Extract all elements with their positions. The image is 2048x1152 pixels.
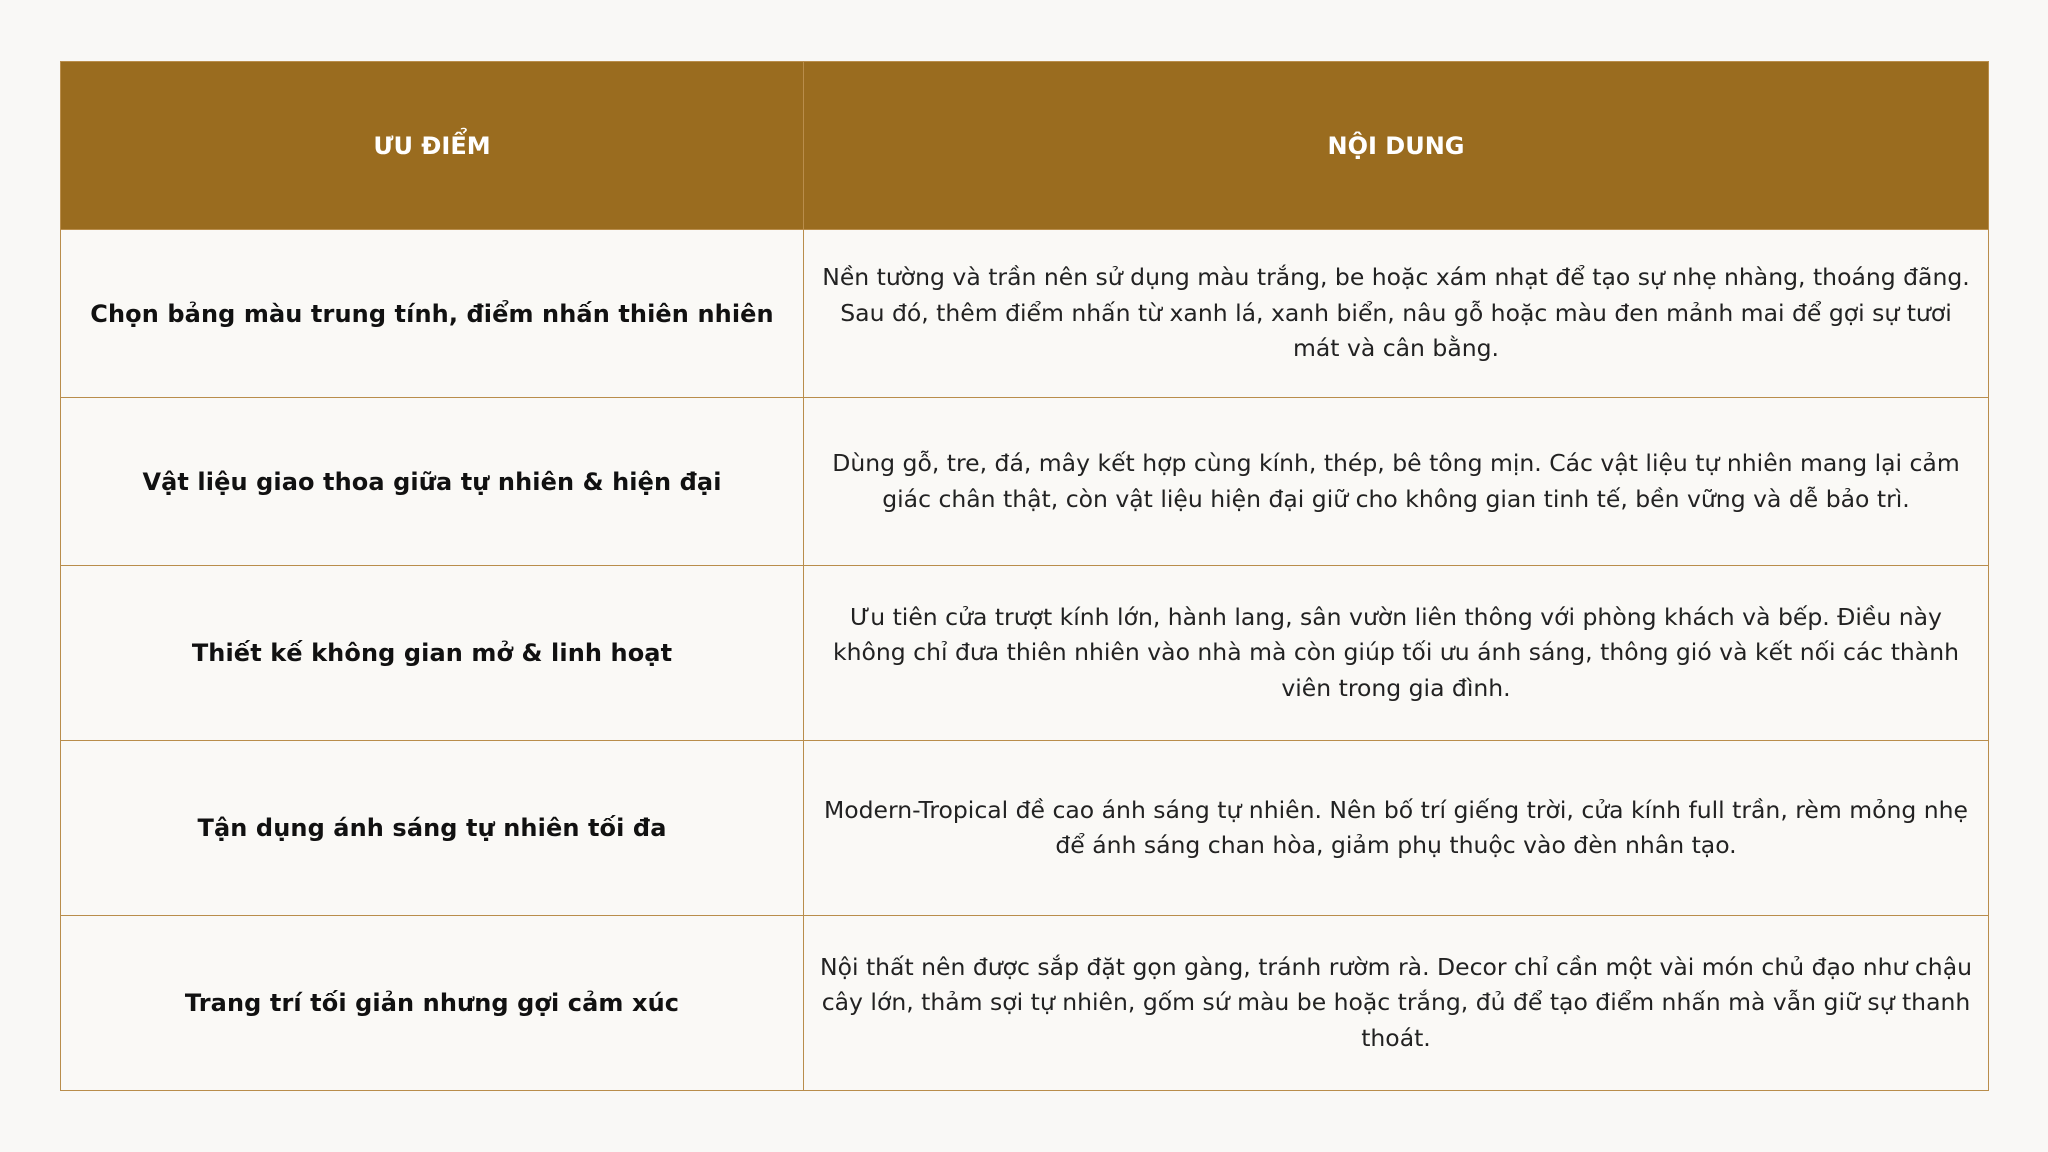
advantage-cell: Chọn bảng màu trung tính, điểm nhấn thiên nhiên [61,230,804,398]
advantage-cell: Tận dụng ánh sáng tự nhiên tối đa [61,741,804,916]
content-cell: Ưu tiên cửa trượt kính lớn, hành lang, sân vườn liên thông với phòng khách và bếp. Điều này không chỉ đưa thiên nhiên vào nhà mà còn giúp tối ưu ánh sáng, thông gió và kết nối các thành viên trong gia đình. [804,566,1989,741]
content-cell: Nội thất nên được sắp đặt gọn gàng, tránh rườm rà. Decor chỉ cần một vài món chủ đạo như chậu cây lớn, thảm sợi tự nhiên, gốm sứ màu be hoặc trắng, đủ để tạo điểm nhấn mà vẫn giữ sự thanh thoát. [804,916,1989,1091]
table-row [61,916,1989,1091]
content-cell: Modern-Tropical đề cao ánh sáng tự nhiên. Nên bố trí giếng trời, cửa kính full trần, rèm mỏng nhẹ để ánh sáng chan hòa, giảm phụ thuộc vào đèn nhân tạo. [804,741,1989,916]
content-cell: Dùng gỗ, tre, đá, mây kết hợp cùng kính, thép, bê tông mịn. Các vật liệu tự nhiên mang lại cảm giác chân thật, còn vật liệu hiện đại giữ cho không gian tinh tế, bền vững và dễ bảo trì. [804,398,1989,566]
table-row [61,741,1989,916]
header-content: NỘI DUNG [804,62,1989,230]
advantages-table [60,61,1989,1091]
table-row [61,398,1989,566]
content-cell: Nền tường và trần nên sử dụng màu trắng, be hoặc xám nhạt để tạo sự nhẹ nhàng, thoáng đãng. Sau đó, thêm điểm nhấn từ xanh lá, xanh biển, nâu gỗ hoặc màu đen mảnh mai để gợi sự tươi mát và cân bằng. [804,230,1989,398]
header-advantage: ƯU ĐIỂM [61,62,804,230]
advantage-cell: Trang trí tối giản nhưng gợi cảm xúc [61,916,804,1091]
table-header-row [61,62,1989,230]
advantage-cell: Vật liệu giao thoa giữa tự nhiên & hiện đại [61,398,804,566]
table-row [61,566,1989,741]
table-row [61,230,1989,398]
advantage-cell: Thiết kế không gian mở & linh hoạt [61,566,804,741]
